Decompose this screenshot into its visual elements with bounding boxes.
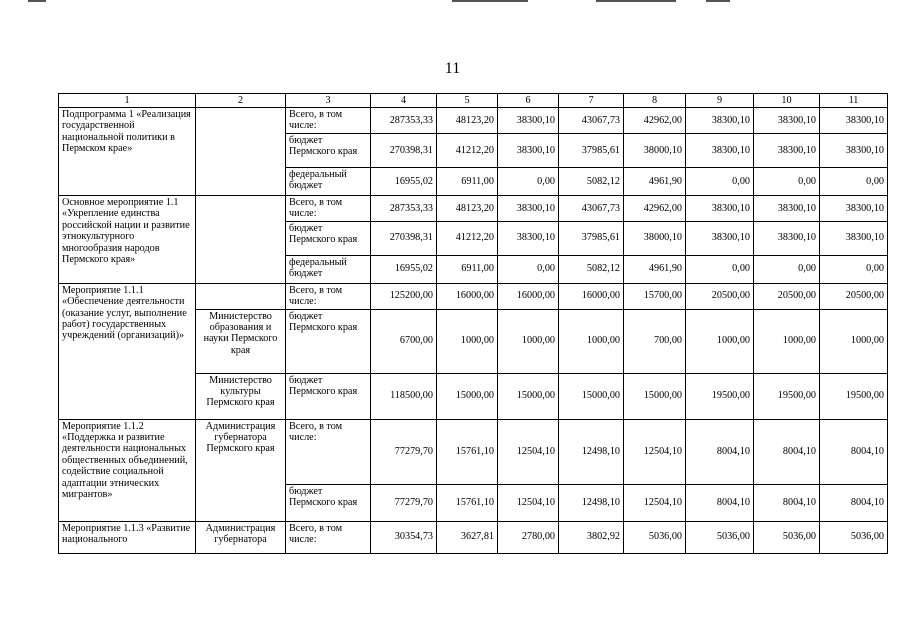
amount-cell: 48123,20 <box>437 195 498 221</box>
amount-cell: 0,00 <box>754 167 820 195</box>
funding-source-cell: федеральный бюджет <box>286 255 371 283</box>
header-row <box>59 94 888 108</box>
amount-cell: 16000,00 <box>498 283 559 309</box>
executor-cell: Администрация губернатора <box>196 521 286 553</box>
header-cell: 10 <box>754 94 820 108</box>
amount-cell: 15700,00 <box>624 283 686 309</box>
amount-cell: 3802,92 <box>559 521 624 553</box>
table-row <box>59 283 888 309</box>
amount-cell: 38300,10 <box>686 133 754 167</box>
executor-cell <box>196 108 286 196</box>
amount-cell: 20500,00 <box>686 283 754 309</box>
program-name-cell: Мероприятие 1.1.1 «Обеспечение деятельности (оказание услуг, выполнение работ) государственных учреждений (организаций)» <box>59 283 196 419</box>
scan-edge-marks <box>0 0 905 6</box>
amount-cell: 0,00 <box>686 167 754 195</box>
amount-cell: 38300,10 <box>498 108 559 134</box>
amount-cell: 1000,00 <box>437 309 498 373</box>
amount-cell: 5036,00 <box>820 521 888 553</box>
amount-cell: 5036,00 <box>754 521 820 553</box>
amount-cell: 38300,10 <box>686 195 754 221</box>
program-name-cell: Основное мероприятие 1.1 «Укрепление единства российской нации и развитие этнокультурного многообразия народов Пермского края» <box>59 195 196 283</box>
amount-cell: 38300,10 <box>498 195 559 221</box>
amount-cell: 77279,70 <box>371 484 437 521</box>
program-name-cell: Подпрограмма 1 «Реализация государственной национальной политики в Пермском крае» <box>59 108 196 196</box>
amount-cell: 270398,31 <box>371 133 437 167</box>
amount-cell: 6700,00 <box>371 309 437 373</box>
amount-cell: 270398,31 <box>371 221 437 255</box>
amount-cell: 3627,81 <box>437 521 498 553</box>
header-cell: 1 <box>59 94 196 108</box>
amount-cell: 1000,00 <box>686 309 754 373</box>
program-name-cell: Мероприятие 1.1.3 «Развитие национального <box>59 521 196 553</box>
amount-cell: 1000,00 <box>559 309 624 373</box>
amount-cell: 8004,10 <box>754 419 820 484</box>
amount-cell: 77279,70 <box>371 419 437 484</box>
amount-cell: 38000,10 <box>624 133 686 167</box>
amount-cell: 42962,00 <box>624 195 686 221</box>
header-cell: 4 <box>371 94 437 108</box>
funding-source-cell: Всего, в том числе: <box>286 521 371 553</box>
funding-source-cell: Всего, в том числе: <box>286 283 371 309</box>
amount-cell: 5036,00 <box>686 521 754 553</box>
amount-cell: 37985,61 <box>559 133 624 167</box>
amount-cell: 4961,90 <box>624 167 686 195</box>
amount-cell: 12498,10 <box>559 419 624 484</box>
amount-cell: 38300,10 <box>686 221 754 255</box>
amount-cell: 5082,12 <box>559 255 624 283</box>
header-cell: 5 <box>437 94 498 108</box>
amount-cell: 42962,00 <box>624 108 686 134</box>
executor-cell <box>196 283 286 309</box>
funding-source-cell: бюджет Пермского края <box>286 309 371 373</box>
header-cell: 6 <box>498 94 559 108</box>
amount-cell: 12504,10 <box>624 419 686 484</box>
amount-cell: 15000,00 <box>559 373 624 419</box>
amount-cell: 43067,73 <box>559 108 624 134</box>
header-cell: 8 <box>624 94 686 108</box>
funding-source-cell: Всего, в том числе: <box>286 108 371 134</box>
amount-cell: 43067,73 <box>559 195 624 221</box>
program-name-cell: Мероприятие 1.1.2 «Поддержка и развитие деятельности национальных общественных объединений, содействие социальной адаптации этнических мигрантов» <box>59 419 196 521</box>
amount-cell: 8004,10 <box>820 484 888 521</box>
amount-cell: 16955,02 <box>371 255 437 283</box>
amount-cell: 287353,33 <box>371 195 437 221</box>
amount-cell: 38300,10 <box>754 108 820 134</box>
amount-cell: 5082,12 <box>559 167 624 195</box>
funding-source-cell: бюджет Пермского края <box>286 484 371 521</box>
funding-source-cell: бюджет Пермского края <box>286 373 371 419</box>
header-cell: 11 <box>820 94 888 108</box>
executor-cell: Администрация губернатора Пермского края <box>196 419 286 521</box>
table-row <box>59 521 888 553</box>
amount-cell: 1000,00 <box>820 309 888 373</box>
amount-cell: 37985,61 <box>559 221 624 255</box>
amount-cell: 6911,00 <box>437 255 498 283</box>
amount-cell: 38300,10 <box>820 221 888 255</box>
amount-cell: 0,00 <box>686 255 754 283</box>
amount-cell: 20500,00 <box>754 283 820 309</box>
amount-cell: 19500,00 <box>820 373 888 419</box>
funding-source-cell: бюджет Пермского края <box>286 133 371 167</box>
amount-cell: 12498,10 <box>559 484 624 521</box>
amount-cell: 15000,00 <box>437 373 498 419</box>
amount-cell: 20500,00 <box>820 283 888 309</box>
funding-source-cell: Всего, в том числе: <box>286 419 371 484</box>
amount-cell: 38300,10 <box>754 221 820 255</box>
header-cell: 2 <box>196 94 286 108</box>
amount-cell: 41212,20 <box>437 221 498 255</box>
amount-cell: 16955,02 <box>371 167 437 195</box>
amount-cell: 0,00 <box>754 255 820 283</box>
amount-cell: 0,00 <box>820 167 888 195</box>
amount-cell: 38300,10 <box>820 133 888 167</box>
amount-cell: 287353,33 <box>371 108 437 134</box>
amount-cell: 0,00 <box>498 167 559 195</box>
amount-cell: 4961,90 <box>624 255 686 283</box>
amount-cell: 0,00 <box>498 255 559 283</box>
table-row <box>59 419 888 484</box>
amount-cell: 6911,00 <box>437 167 498 195</box>
amount-cell: 15000,00 <box>498 373 559 419</box>
header-cell: 7 <box>559 94 624 108</box>
page-number: 11 <box>444 60 461 77</box>
table-row <box>59 195 888 221</box>
amount-cell: 5036,00 <box>624 521 686 553</box>
amount-cell: 38300,10 <box>754 195 820 221</box>
amount-cell: 15761,10 <box>437 484 498 521</box>
amount-cell: 38300,10 <box>820 195 888 221</box>
amount-cell: 38300,10 <box>498 133 559 167</box>
amount-cell: 700,00 <box>624 309 686 373</box>
amount-cell: 12504,10 <box>624 484 686 521</box>
amount-cell: 38300,10 <box>686 108 754 134</box>
amount-cell: 19500,00 <box>754 373 820 419</box>
funding-source-cell: Всего, в том числе: <box>286 195 371 221</box>
header-cell: 3 <box>286 94 371 108</box>
amount-cell: 38000,10 <box>624 221 686 255</box>
funding-source-cell: федеральный бюджет <box>286 167 371 195</box>
amount-cell: 12504,10 <box>498 419 559 484</box>
amount-cell: 125200,00 <box>371 283 437 309</box>
amount-cell: 19500,00 <box>686 373 754 419</box>
amount-cell: 16000,00 <box>437 283 498 309</box>
amount-cell: 38300,10 <box>754 133 820 167</box>
amount-cell: 8004,10 <box>686 484 754 521</box>
amount-cell: 8004,10 <box>686 419 754 484</box>
amount-cell: 38300,10 <box>498 221 559 255</box>
amount-cell: 1000,00 <box>498 309 559 373</box>
executor-cell: Министерство культуры Пермского края <box>196 373 286 419</box>
amount-cell: 15000,00 <box>624 373 686 419</box>
amount-cell: 38300,10 <box>820 108 888 134</box>
executor-cell: Министерство образования и науки Пермского края <box>196 309 286 373</box>
amount-cell: 2780,00 <box>498 521 559 553</box>
amount-cell: 30354,73 <box>371 521 437 553</box>
amount-cell: 15761,10 <box>437 419 498 484</box>
header-cell: 9 <box>686 94 754 108</box>
executor-cell <box>196 195 286 283</box>
amount-cell: 1000,00 <box>754 309 820 373</box>
amount-cell: 12504,10 <box>498 484 559 521</box>
funding-source-cell: бюджет Пермского края <box>286 221 371 255</box>
amount-cell: 16000,00 <box>559 283 624 309</box>
amount-cell: 0,00 <box>820 255 888 283</box>
amount-cell: 118500,00 <box>371 373 437 419</box>
amount-cell: 41212,20 <box>437 133 498 167</box>
budget-table <box>58 93 888 554</box>
amount-cell: 8004,10 <box>820 419 888 484</box>
amount-cell: 8004,10 <box>754 484 820 521</box>
table-row <box>59 108 888 134</box>
amount-cell: 48123,20 <box>437 108 498 134</box>
